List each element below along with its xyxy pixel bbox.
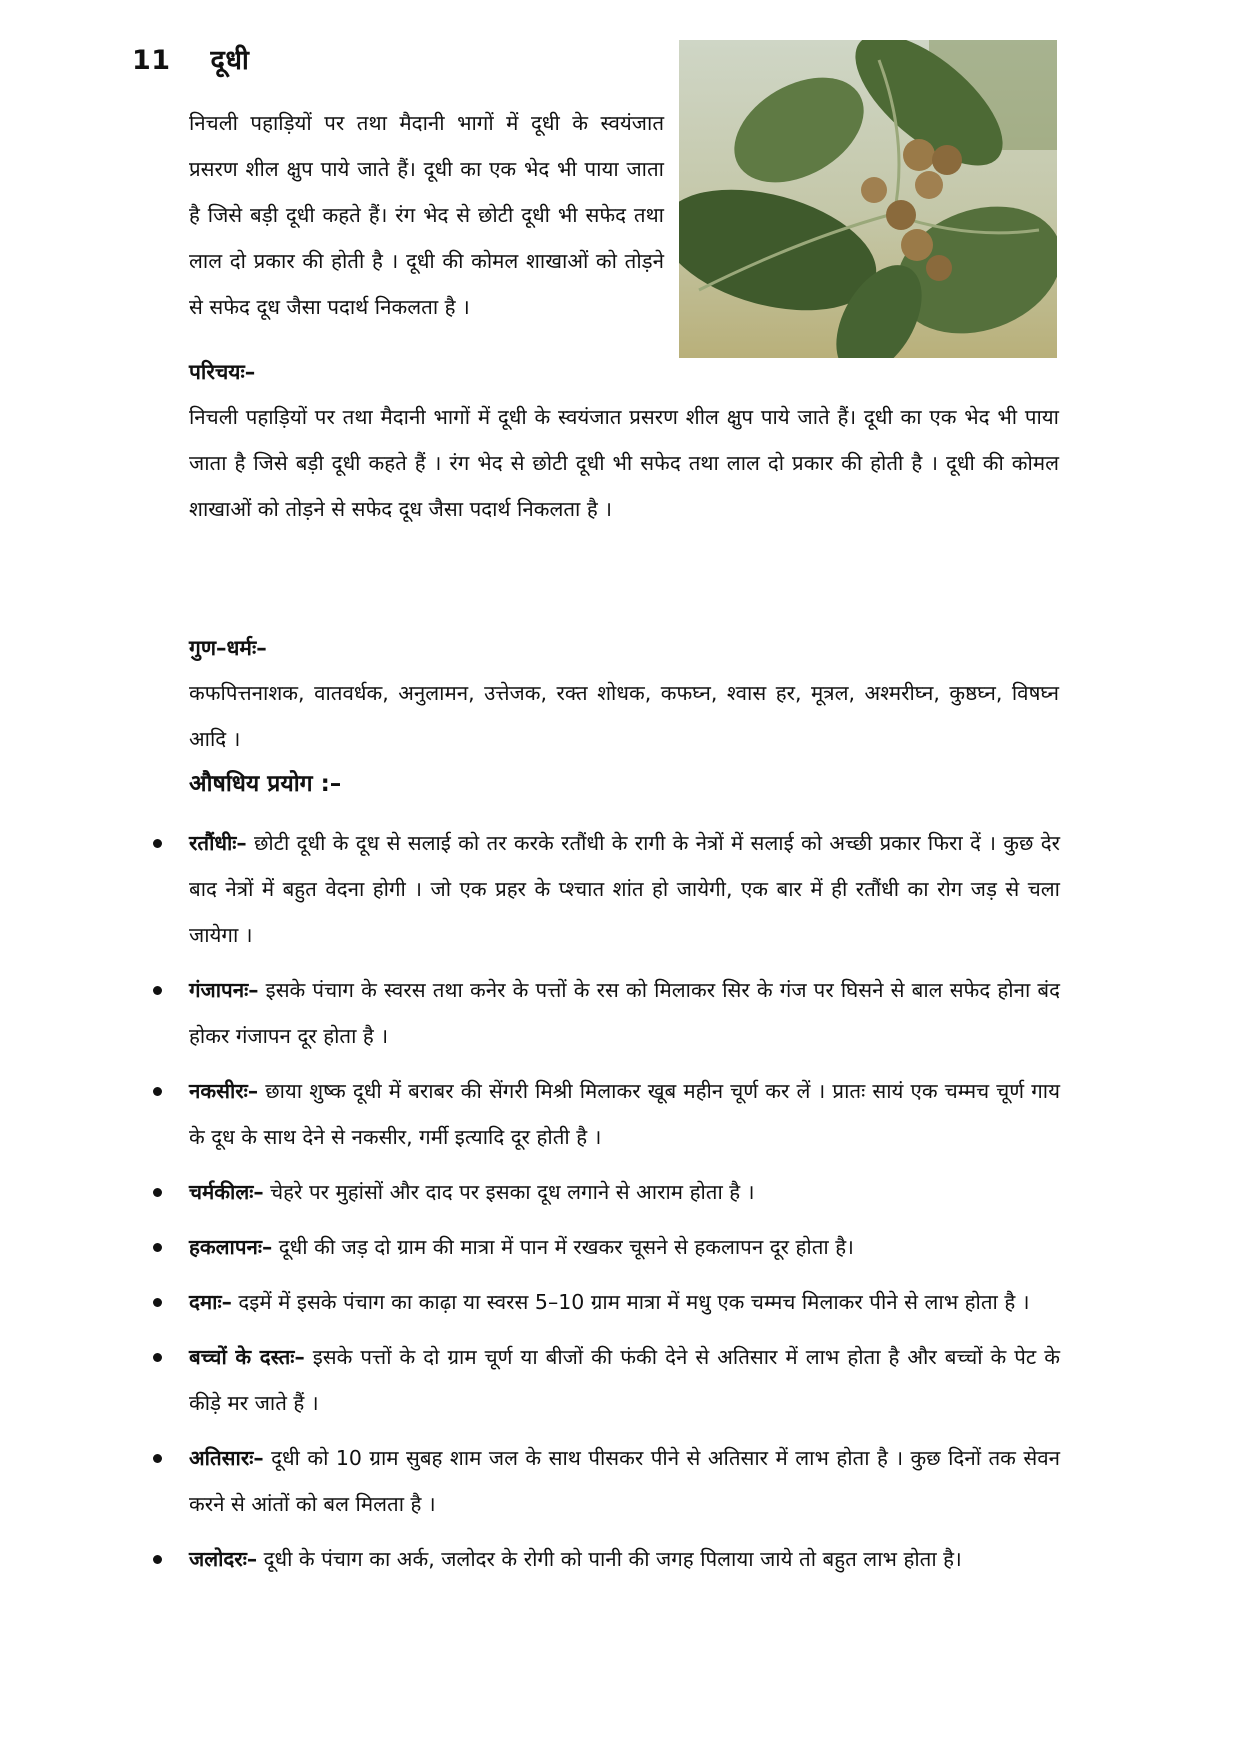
gun-dharm-text: कफपित्तनाशक, वातवर्धक, अनुलामन, उत्तेजक, रक्त शोधक, कफघ्न, श्वास हर, मूत्रल, अश्मरीघ्न, कुष्ठघ्न, विषघ्न आदि । xyxy=(189,681,1059,751)
bullet-icon xyxy=(153,1454,162,1463)
use-term: गंजापनः– xyxy=(189,978,259,1002)
list-item xyxy=(150,1169,1060,1215)
list-item xyxy=(150,1435,1060,1527)
list-item xyxy=(150,820,1060,958)
bullet-icon xyxy=(153,1353,162,1362)
use-term: चर्मकीलः– xyxy=(189,1180,264,1204)
bullet-icon xyxy=(153,1298,162,1307)
use-text: दूधी की जड़ दो ग्राम की मात्रा में पान में रखकर चूसने से हकलापन दूर होता है। xyxy=(272,1235,854,1259)
bullet-icon xyxy=(153,839,162,848)
list-item xyxy=(150,1279,1060,1325)
bullet-icon xyxy=(153,1087,162,1096)
list-item xyxy=(150,1068,1060,1160)
use-term: रतौंधीः– xyxy=(189,831,247,855)
use-term: जलोदरः– xyxy=(189,1547,258,1571)
use-text: दूधी के पंचाग का अर्क, जलोदर के रोगी को पानी की जगह पिलाया जाये तो बहुत लाभ होता है। xyxy=(257,1547,962,1571)
gun-dharm-section xyxy=(189,628,1059,762)
use-text: छोटी दूधी के दूध से सलाई को तर करके रतौंधी के रागी के नेत्रों में सलाई को अच्छी प्रकार फिरा दें । कुछ देर बाद नेत्रों में बहुत वेदना होगी । जो एक प्रहर के प्श्चात शांत हो जायेगी, एक बार में ही रतौंधी का रोग जड़ से चला जायेगा । xyxy=(189,831,1060,947)
chapter-number: 11 xyxy=(132,45,171,76)
plant-photo xyxy=(679,40,1057,358)
use-term: नकसीरः– xyxy=(189,1079,259,1103)
list-item xyxy=(150,1536,1060,1582)
chapter-title: दूधी xyxy=(210,45,250,76)
use-text: दूधी को 10 ग्राम सुबह शाम जल के साथ पीसकर पीने से अतिसार में लाभ होता है । कुछ दिनों तक सेवन करने से आंतों को बल मिलता है । xyxy=(189,1446,1060,1516)
use-text: चेहरे पर मुहांसों और दाद पर इसका दूध लगाने से आराम होता है । xyxy=(263,1180,755,1204)
bullet-icon xyxy=(153,1188,162,1197)
parichay-heading: परिचयः– xyxy=(189,360,256,384)
use-term: हकलापनः– xyxy=(189,1235,273,1259)
list-item xyxy=(150,1334,1060,1426)
chapter-heading xyxy=(132,40,249,77)
use-term: दमाः– xyxy=(189,1290,232,1314)
bullet-icon xyxy=(153,1243,162,1252)
use-text: इसके पंचाग के स्वरस तथा कनेर के पत्तों के रस को मिलाकर सिर के गंज पर घिसने से बाल सफेद होना बंद होकर गंजापन दूर होता है । xyxy=(189,978,1060,1048)
bullet-icon xyxy=(153,986,162,995)
use-text: दइमें में इसके पंचाग का काढ़ा या स्वरस 5–10 ग्राम मात्रा में मधु एक चम्मच मिलाकर पीने से लाभ होता है । xyxy=(231,1290,1030,1314)
dudhi-plant-image xyxy=(679,40,1057,358)
list-item xyxy=(150,967,1060,1059)
aushadhiya-section xyxy=(189,764,1059,804)
bullet-icon xyxy=(153,1555,162,1564)
intro-paragraph: निचली पहाड़ियों पर तथा मैदानी भागों में दूधी के स्वयंजात प्रसरण शील क्षुप पाये जाते हैं। दूधी का एक भेद भी पाया जाता है जिसे बड़ी दूधी कहते हैं। रंग भेद से छोटी दूधी भी सफेद तथा लाल दो प्रकार की होती है । दूधी की कोमल शाखाओं को तोड़ने से सफेद दूध जैसा पदार्थ निकलता है । xyxy=(189,111,664,319)
aushadhiya-heading: औषधिय प्रयोग :– xyxy=(189,771,342,797)
list-item xyxy=(150,1224,1060,1270)
use-term: बच्चों के दस्तः– xyxy=(189,1345,305,1369)
use-text: छाया शुष्क दूधी में बराबर की सेंगरी मिश्री मिलाकर खूब महीन चूर्ण कर लें । प्रातः सायं एक चम्मच चूर्ण गाय के दूध के साथ देने से नकसीर, गर्मी इत्यादि दूर होती है । xyxy=(189,1079,1060,1149)
parichay-section xyxy=(189,352,1059,532)
use-term: अतिसारः– xyxy=(189,1446,264,1470)
parichay-text: निचली पहाड़ियों पर तथा मैदानी भागों में दूधी के स्वयंजात प्रसरण शील क्षुप पाये जाते हैं। दूधी का एक भेद भी पाया जाता है जिसे बड़ी दूधी कहते हैं । रंग भेद से छोटी दूधी भी सफेद तथा लाल दो प्रकार की होती है । दूधी की कोमल शाखाओं को तोड़ने से सफेद दूध जैसा पदार्थ निकलता है । xyxy=(189,405,1059,521)
gun-dharm-heading: गुण–धर्मः– xyxy=(189,636,267,660)
use-text: इसके पत्तों के दो ग्राम चूर्ण या बीजों की फंकी देने से अतिसार में लाभ होता है और बच्चों के पेट के कीड़े मर जाते हैं । xyxy=(189,1345,1060,1415)
medicinal-uses-list xyxy=(150,820,1060,1591)
